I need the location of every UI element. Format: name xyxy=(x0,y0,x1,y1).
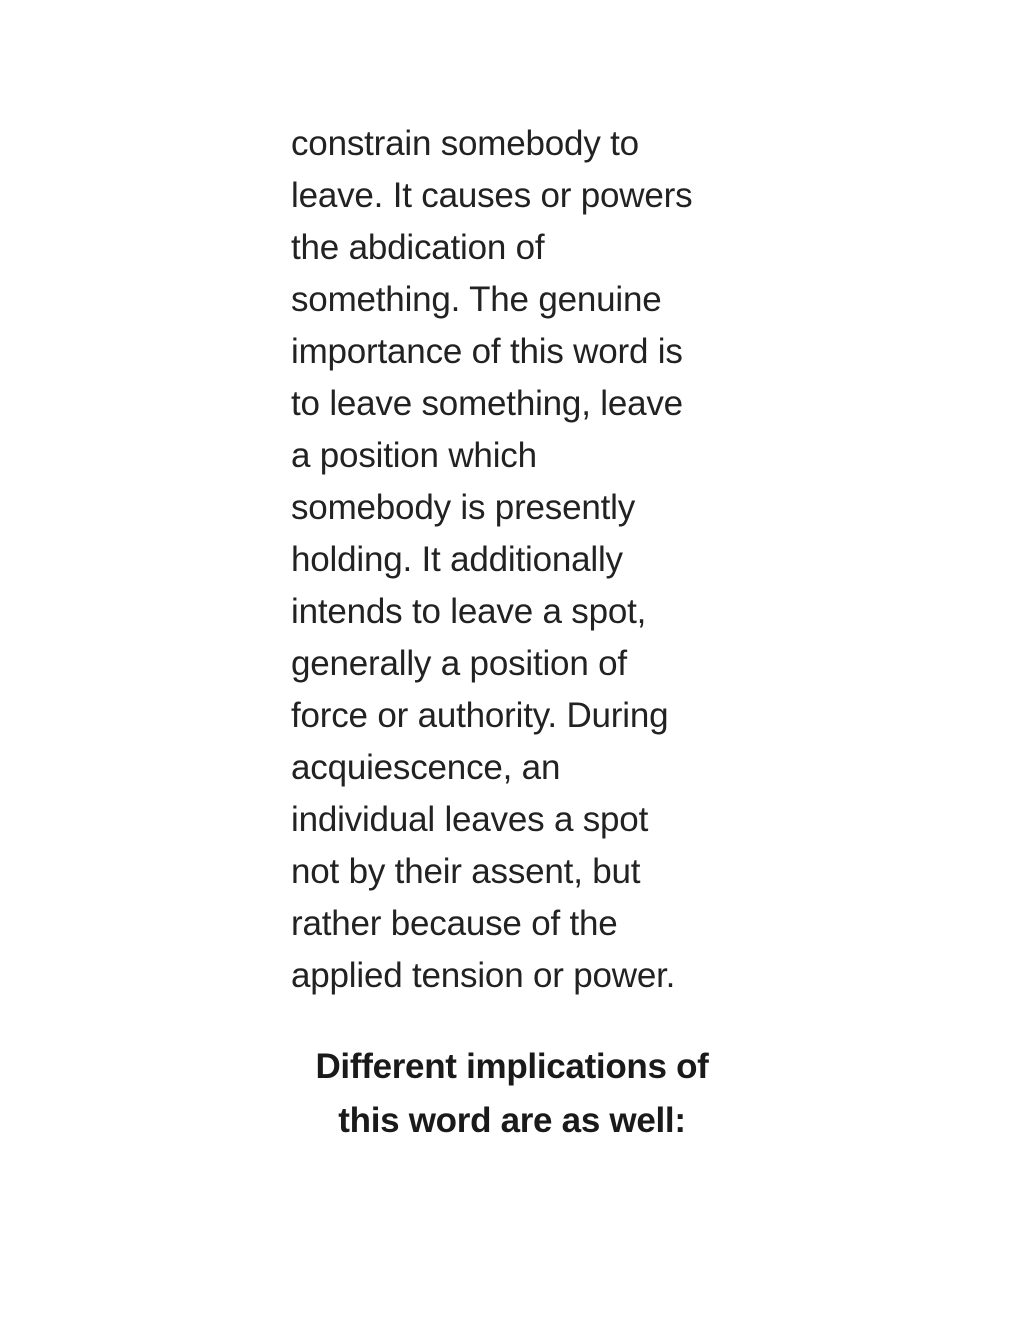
paragraph-line: something. The genuine xyxy=(291,280,662,319)
paragraph-line: a position which xyxy=(291,436,537,475)
paragraph-line: leave. It causes or powers xyxy=(291,176,693,215)
paragraph-line: not by their assent, but xyxy=(291,852,641,891)
paragraph-line: acquiescence, an xyxy=(291,748,561,787)
paragraph-line: constrain somebody to xyxy=(291,124,639,163)
paragraph-line: rather because of the xyxy=(291,904,618,943)
paragraph-line: generally a position of xyxy=(291,644,627,683)
paragraph-line: holding. It additionally xyxy=(291,540,623,579)
section-heading xyxy=(262,1040,762,1148)
paragraph-line: importance of this word is xyxy=(291,332,683,371)
paragraph-line: individual leaves a spot xyxy=(291,800,649,839)
heading-line: this word are as well: xyxy=(338,1101,686,1140)
body-paragraph xyxy=(291,118,741,1002)
paragraph-line: force or authority. During xyxy=(291,696,669,735)
paragraph-line: the abdication of xyxy=(291,228,545,267)
paragraph-line: to leave something, leave xyxy=(291,384,683,423)
paragraph-line: somebody is presently xyxy=(291,488,636,527)
heading-line: Different implications of xyxy=(315,1047,709,1086)
paragraph-line: intends to leave a spot, xyxy=(291,592,647,631)
paragraph-line: applied tension or power. xyxy=(291,956,676,995)
